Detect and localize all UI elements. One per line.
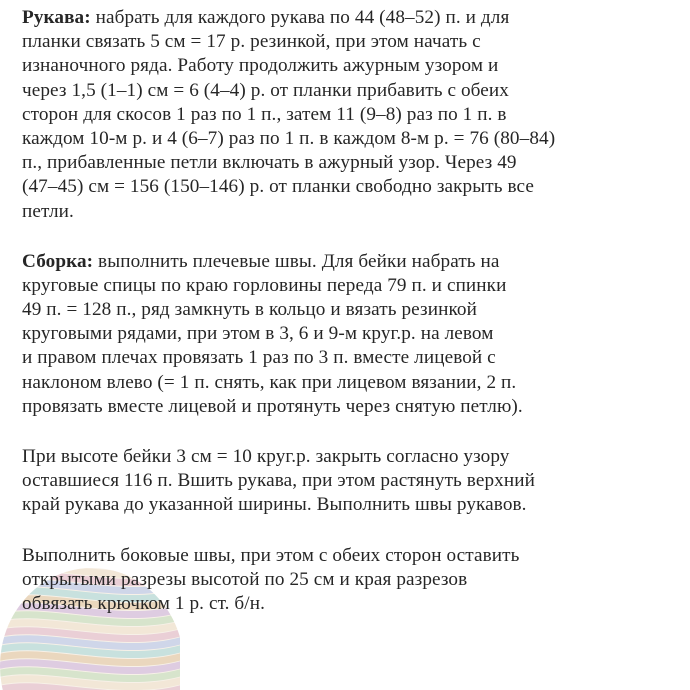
assembly-first-line xyxy=(22,250,677,274)
assembly-line: 49 п. = 128 п., ряд замкнуть в кольцо и вязать резинкой xyxy=(22,299,477,321)
assembly-section xyxy=(22,250,677,419)
side-seams-line: Выполнить боковые швы, при этом с обеих сторон оставить xyxy=(22,544,520,566)
side-seams-line: открытыми разрезы высотой по 25 см и края разрезов xyxy=(22,568,468,590)
sleeves-line: планки связать 5 см = 17 р. резинкой, при этом начать с xyxy=(22,31,481,53)
assembly-line: наклоном влево (= 1 п. снять, как при лицевом вязании, 2 п. xyxy=(22,371,517,393)
side-seams-line: обвязать крючком 1 р. ст. б/н. xyxy=(22,592,265,614)
neckband-line: край рукава до указанной ширины. Выполнить швы рукавов. xyxy=(22,494,527,516)
assembly-heading: Сборка: xyxy=(22,250,94,272)
sleeves-line: петли. xyxy=(22,200,74,222)
neckband-line: При высоте бейки 3 см = 10 круг.р. закрыть согласно узору xyxy=(22,446,510,467)
sleeves-line: (47–45) см = 156 (150–146) р. от планки свободно закрыть все xyxy=(22,176,534,198)
assembly-line: провязать вместе лицевой и протянуть через снятую петлю). xyxy=(22,395,523,417)
sleeves-line: п., прибавленные петли включать в ажурный узор. Через 49 xyxy=(22,152,517,174)
paragraph-gap xyxy=(22,224,677,250)
neckband-section xyxy=(22,445,677,518)
sleeves-line: каждом 10-м р. и 4 (6–7) раз по 1 п. в каждом 8-м р. = 76 (80–84) xyxy=(22,127,556,149)
paragraph-gap xyxy=(22,518,677,544)
paragraph-gap xyxy=(22,419,677,445)
side-seams-section xyxy=(22,544,677,617)
sleeves-first-line xyxy=(22,6,677,30)
sleeves-line: через 1,5 (1–1) см = 6 (4–4) р. от планки прибавить с обеих xyxy=(22,79,509,101)
sleeves-first-line-text: набрать для каждого рукава по 44 (48–52) п. и для xyxy=(90,7,510,28)
neckband-line: оставшиеся 116 п. Вшить рукава, при этом растянуть верхний xyxy=(22,470,535,492)
assembly-line: круговыми рядами, при этом в 3, 6 и 9-м круг.р. на левом xyxy=(22,323,494,345)
sleeves-line: сторон для скосов 1 раз по 1 п., затем 11 (9–8) раз по 1 п. в xyxy=(22,103,507,125)
assembly-first-line-text: выполнить плечевые швы. Для бейки набрать на xyxy=(93,250,500,272)
pattern-instructions xyxy=(22,6,677,616)
sleeves-heading: Рукава: xyxy=(22,7,91,28)
assembly-line: круговые спицы по краю горловины переда 79 п. и спинки xyxy=(22,274,507,296)
assembly-line: и правом плечах провязать 1 раз по 3 п. вместе лицевой с xyxy=(22,347,496,369)
sleeves-section xyxy=(22,6,677,224)
sleeves-line: изнаночного ряда. Работу продолжить ажурным узором и xyxy=(22,55,499,77)
